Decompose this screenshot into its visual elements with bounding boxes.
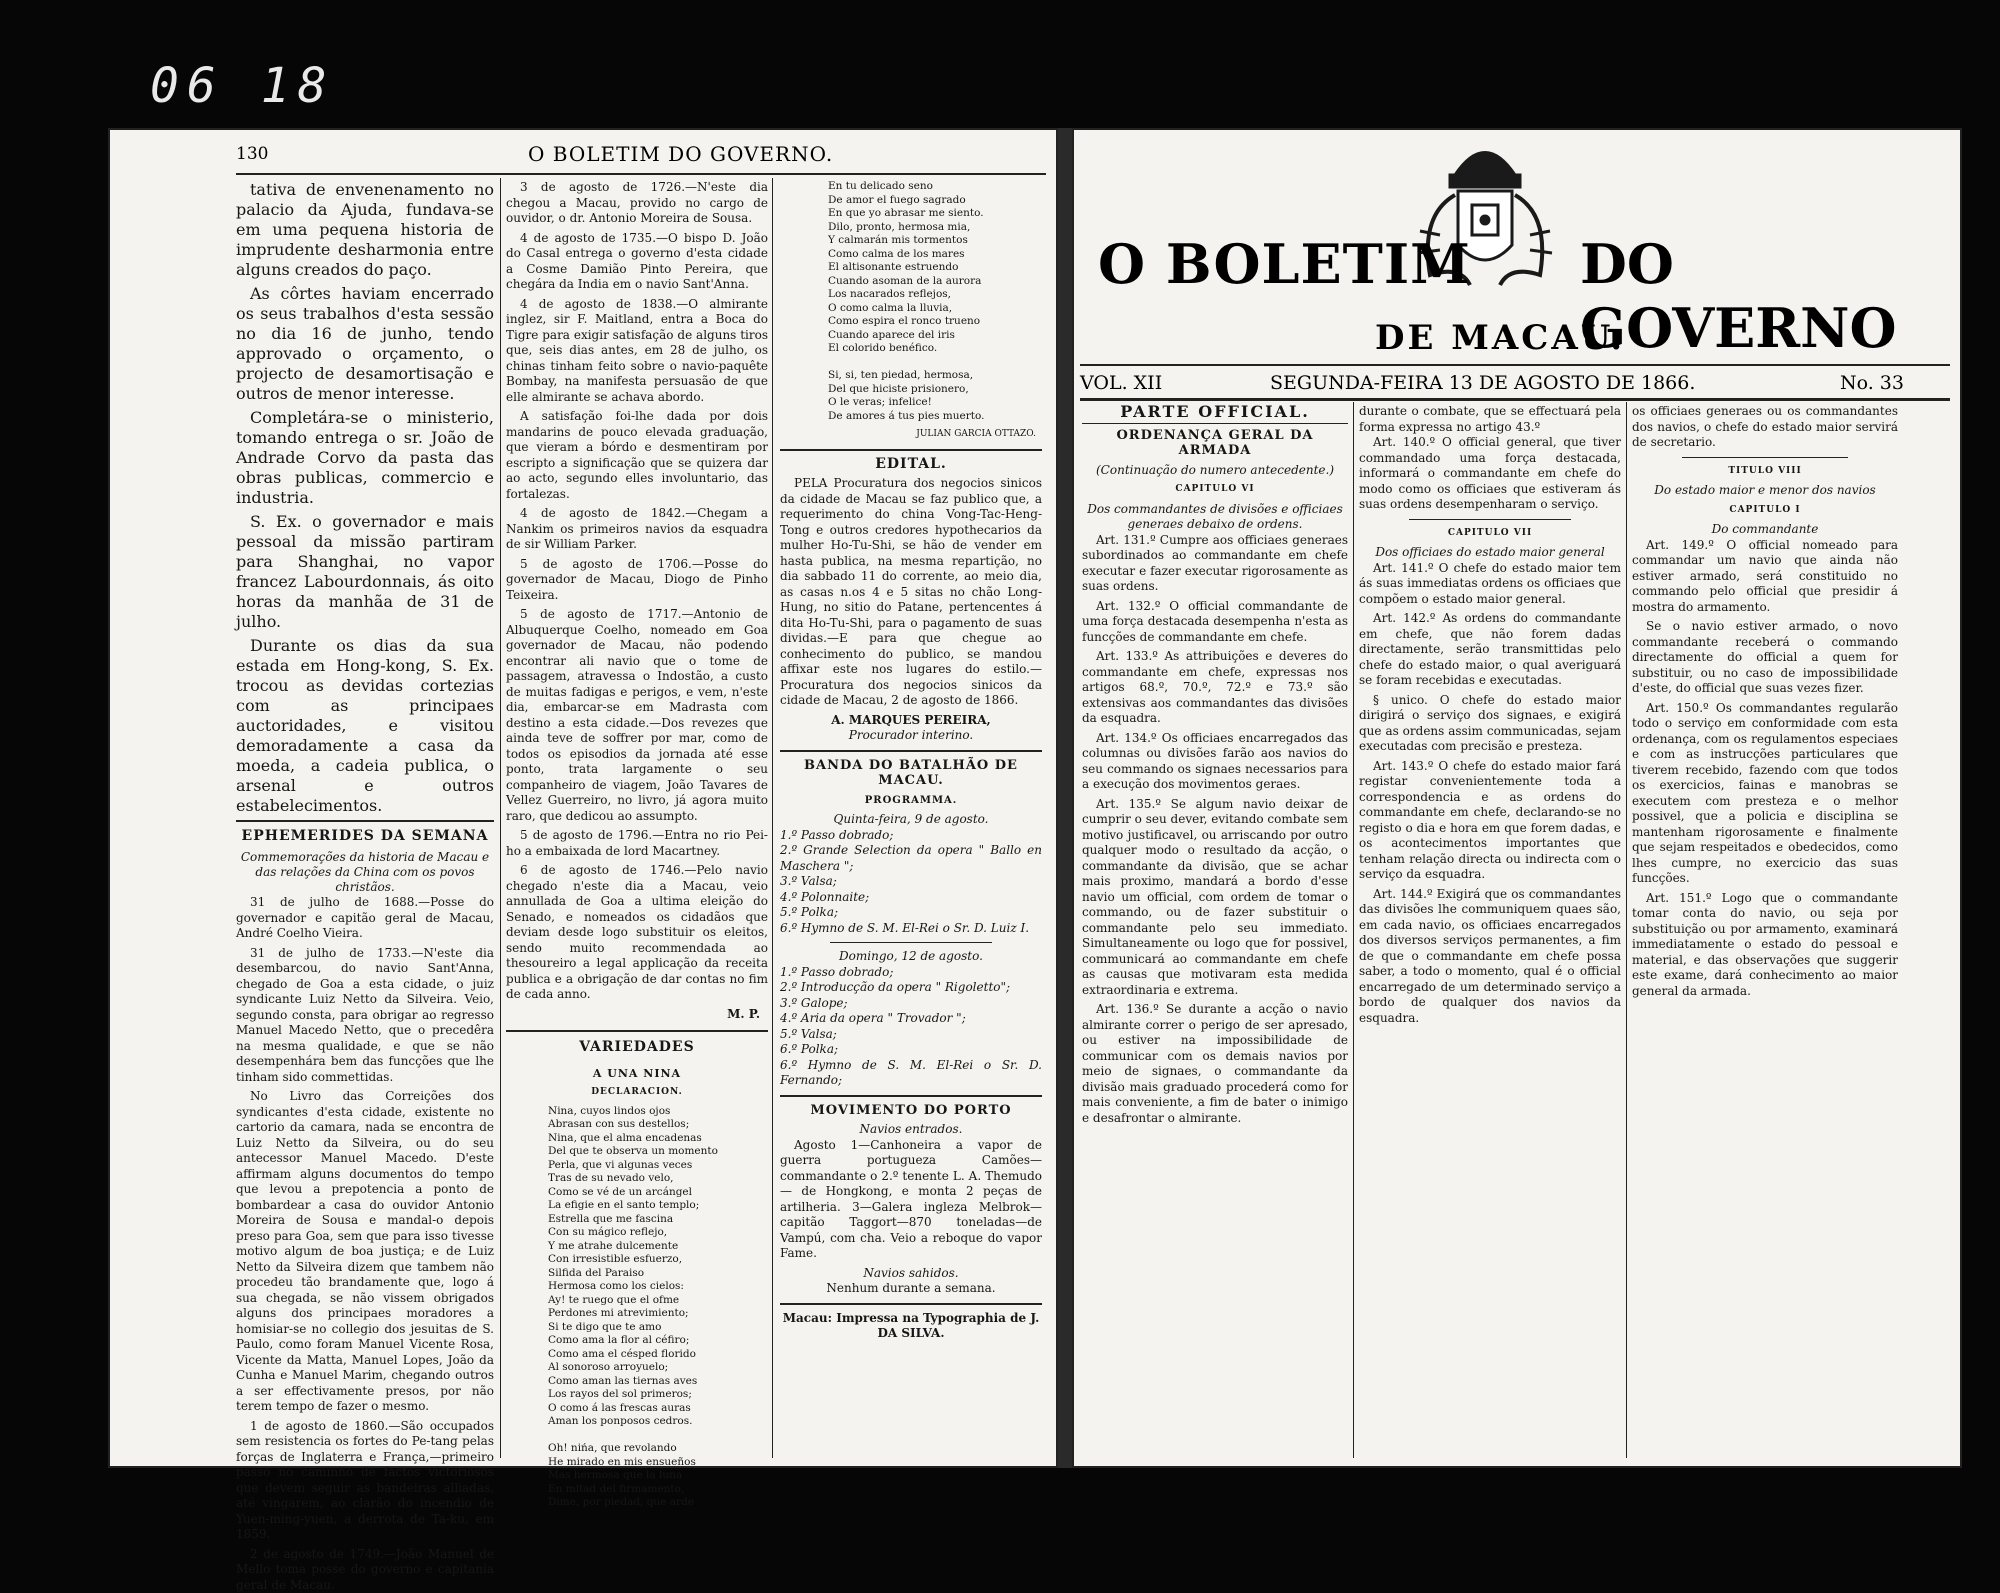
section-rule <box>780 1095 1042 1097</box>
ephemeris-entry: 6 de agosto de 1746.—Pelo navio chegado n'este dia a Macau, veio annullada de Goa a ultima eleição do Senado, e nomeados os cidadãos que deviam desde logo substituir os eleitos, sendo muito recommendada ao thesoureiro a legal applicação da receita publica e a obrigação de dar contas no fim de cada anno. <box>506 863 768 1003</box>
right-column-c <box>1632 404 1898 1454</box>
column-rule <box>1353 402 1354 1458</box>
article-paragraph: Art. 140.º O official general, que tiver commandado uma força destacada, informará o commandante em chefe do modo como os officiaes que estiveram ás suas ordens desempenharam o serviço. <box>1359 435 1621 513</box>
news-paragraph: As côrtes haviam encerrado os seus trabalhos d'esta sessão no dia 16 de junho, tendo approvado o orçamento, o projecto de desamortisação e outros de menor interesse. <box>236 284 494 404</box>
programme-item: 6.º Polka; <box>780 1042 1042 1058</box>
news-paragraph: Durante os dias da sua estada em Hong-kong, S. Ex. trocou as devidas cortezias com as principaes auctoridades, e visitou demoradamente a casa da moeda, a cadeia publica, o arsenal e outros estabelecimentos. <box>236 636 494 816</box>
left-column-2 <box>506 180 768 1460</box>
page-gutter <box>1058 128 1072 1468</box>
article-paragraph: Art. 134.º Os officiaes encarregados das columnas ou divisões farão aos navios do seu commando os signaes necessarios para a execução dos movimentos geraes. <box>1082 731 1348 793</box>
news-paragraph: Completára-se o ministerio, tomando entrega o sr. João de Andrade Corvo da pasta das obras publicas, commercio e industria. <box>236 408 494 508</box>
article-paragraph: Art. 142.º As ordens do commandante em chefe, que não forem dadas directamente, serão transmittidas pelo chefe do estado maior, o qual averiguará se foram recebidas e executadas. <box>1359 611 1621 689</box>
continued-text: os officiaes generaes ou os commandantes dos navios, o chefe do estado maior servirá de secretario. <box>1632 404 1898 451</box>
issue-rule <box>1080 398 1950 401</box>
poem-line: El colorido benéfico. <box>828 342 1042 356</box>
header-rule <box>236 173 1046 175</box>
poem-line: Y calmarán mis tormentos <box>828 234 1042 248</box>
ephemerides-subtitle: Commemorações da historia de Macau e das relações da China com os povos christãos. <box>236 850 494 895</box>
poem-line: O como á las frescas auras <box>548 1402 768 1416</box>
signature: M. P. <box>506 1007 760 1023</box>
poem-line: Como espira el ronco trueno <box>828 315 1042 329</box>
poem-line: Como calma de los mares <box>828 248 1042 262</box>
poem-text <box>506 1105 768 1510</box>
sahidos-label: Navios sahidos. <box>780 1266 1042 1282</box>
masthead-rule <box>1080 364 1950 366</box>
parte-official-title: PARTE OFFICIAL. <box>1082 404 1348 420</box>
banda-title: BANDA DO BATALHÃO DE MACAU. <box>780 758 1042 789</box>
poem-line: Los rayos del sol primeros; <box>548 1388 768 1402</box>
section-rule <box>1082 423 1348 424</box>
programme-item: 1.º Passo dobrado; <box>780 828 1042 844</box>
article-paragraph: Art. 151.º Logo que o commandante tomar conta do navio, ou seja por substituição ou por armamento, examinará immediatamente o estado do pessoal e material, e das observações que suggerir este exame, dará conhecimento ao maior general da armada. <box>1632 891 1898 1000</box>
news-paragraph: S. Ex. o governador e mais pessoal da missão partiram para Shanghai, no vapor francez Labourdonnais, ás oito horas da manhãa de 31 de julho. <box>236 512 494 632</box>
poem-line: He mirado en mis ensueños <box>548 1456 768 1470</box>
poem-line: Como aman las tiernas aves <box>548 1375 768 1389</box>
ephemeris-entry: 31 de julho de 1733.—N'este dia desembarcou, do navio Sant'Anna, chegado de Goa a esta cidade, o juiz syndicante Luiz Netto da Silveira. Veio, segundo consta, para obrigar ao regresso Manuel Macedo Netto, que o precedêra na mesma qualidade, e que se não desempenhára bem das funcções que lhe tinham sido commettidas. <box>236 946 494 1086</box>
poem-line <box>828 356 1042 370</box>
running-head <box>128 140 1048 170</box>
poem-line: Al sonoroso arroyuelo; <box>548 1361 768 1375</box>
chapter-title: Do commandante <box>1632 522 1898 538</box>
programme-item: 1.º Passo dobrado; <box>780 965 1042 981</box>
running-title: O BOLETIM DO GOVERNO. <box>528 142 833 166</box>
poem-line: Y me atrahe dulcemente <box>548 1240 768 1254</box>
ordenanca-subtitle: (Continuação do numero antecedente.) <box>1082 463 1348 479</box>
chapter-label: CAPITULO I <box>1632 503 1898 519</box>
article-paragraph: Art. 135.º Se algum navio deixar de cumprir o seu dever, evitando combate sem motivo justificavel, ou arriscando por outro qualquer modo o resultado da acção, o commandante da divisão, que se achar mais proximo, mandará a bordo d'esse navio um official, com ordem de tomar o commando, ou de fazer substituir o commandante pelo seu immediato. Simultaneamente ou logo que for possivel, communicará ao commandante em chefe as causas que motivaram esta medida extraordinaria e extrema. <box>1082 797 1348 999</box>
poem-line <box>548 1429 768 1443</box>
article-paragraph: Art. 149.º O official nomeado para commandar um navio que ainda não estiver armado, será constituido no commando pelo official que presidir á mostra do armamento. <box>1632 538 1898 616</box>
column-rule <box>772 178 773 1458</box>
article-paragraph: Art. 131.º Cumpre aos officiaes generaes subordinados ao commandante em chefe executar e fazer executar rigorosamente as suas ordens. <box>1082 533 1348 595</box>
edital-title: EDITAL. <box>780 457 1042 473</box>
masthead-title-right: DO GOVERNO <box>1580 232 2000 360</box>
poem-line: O le veras; infelice! <box>828 396 1042 410</box>
masthead-subtitle: DE MACAU. <box>1375 318 1625 358</box>
ephemeris-entry: 31 de julho de 1688.—Posse do governador e capitão geral de Macau, André Coelho Vieira. <box>236 895 494 942</box>
section-rule <box>780 1303 1042 1305</box>
poem-line: La efigie en el santo templo; <box>548 1199 768 1213</box>
programme-item: 4.º Polonnaite; <box>780 890 1042 906</box>
poem-line: En mitad del firmamento, <box>548 1483 768 1497</box>
programme-item: 2.º Grande Selection da opera " Ballo en Maschera "; <box>780 843 1042 874</box>
ephemeris-entry: 4 de agosto de 1842.—Chegam a Nankim os primeiros navios da esquadra de sir William Parker. <box>506 506 768 553</box>
film-reel-number: 06 18 <box>150 58 335 114</box>
poem-line: Cuando asoman de la aurora <box>828 275 1042 289</box>
poem-line: Hermosa como los cielos: <box>548 1280 768 1294</box>
ephemeris-entry: 5 de agosto de 1796.—Entra no rio Pei-ho a embaixada de lord Macartney. <box>506 828 768 859</box>
poem-line: Como ama el césped florido <box>548 1348 768 1362</box>
poem-line: Perla, que vi algunas veces <box>548 1159 768 1173</box>
programme-day-1-items <box>780 828 1042 937</box>
articles-before <box>1359 435 1621 513</box>
poem-line: Mas hermosa que la luna <box>548 1469 768 1483</box>
column-rule <box>500 178 501 1458</box>
ephemeris-entry: 2 de agosto de 1749.—João Manuel de Mello toma posse do governo e capitania geral de Macau. <box>236 1547 494 1593</box>
ephemeris-entry: 5 de agosto de 1717.—Antonio de Albuquerque Coelho, nomeado em Goa governador de Macau, não podendo encontrar ali navio que o tome de passagem, atravessa o Indostão, a custo de muitas fadigas e perigos, e vem, n'este dia, embarcar-se em Madrasta com destino a esta cidade.—Dos revezes que ainda teve de soffrer por mar, como de todos os episodios da jornada até esse ponto, trata largamente o seu companheiro de viagem, João Tavares de Vellez Guerreiro, no livro, já agora muito raro, que dedicou ao assumpto. <box>506 607 768 824</box>
poem-line: Perdones mi atrevimiento; <box>548 1307 768 1321</box>
ephemeris-entry: 4 de agosto de 1838.—O almirante inglez, sir F. Maitland, entra a Boca do Tigre para exigir satisfação de alguns tiros que, seis dias antes, em 28 de julho, os chinas tinham feito sobre o navio-paquête Bombay, na manifesta persuasão de que elle almirante se achava abordo. <box>506 297 768 406</box>
programme-day-2: Domingo, 12 de agosto. <box>780 949 1042 965</box>
volume: VOL. XII <box>1080 372 1162 394</box>
section-rule <box>236 820 494 822</box>
poem-line: Aman los ponposos cedros. <box>548 1415 768 1429</box>
article-paragraph: Art. 132.º O official commandante de uma força destacada desempenha n'esta as funcções de commandante em chefe. <box>1082 599 1348 646</box>
poem-line: Ay! te ruego que el ofme <box>548 1294 768 1308</box>
poem-line: Como se vé de un arcángel <box>548 1186 768 1200</box>
article-paragraph: Art. 133.º As attribuições e deveres do commandante em chefe, expressas nos artigos 68.º, 70.º, 72.º e 73.º são extensivas aos commandantes das divisões da esquadra. <box>1082 649 1348 727</box>
issue-number: No. 33 <box>1840 372 1904 394</box>
sahidos-text: Nenhum durante a semana. <box>780 1281 1042 1297</box>
poem-line: De amor el fuego sagrado <box>828 194 1042 208</box>
poem-line: Nina, cuyos lindos ojos <box>548 1105 768 1119</box>
ephemeris-entry: 3 de agosto de 1726.—N'este dia chegou a Macau, provido no cargo de ouvidor, o dr. Antonio Moreira de Sousa. <box>506 180 768 227</box>
left-column-3 <box>780 180 1042 1460</box>
column-rule <box>1626 402 1627 1458</box>
ephemeris-entry: 1 de agosto de 1860.—São occupados sem resistencia os fortes do Pe-tang pelas forças de Inglaterra e França,—primeiro passo no caminho de factos victoriosos que devem seguir as bandeiras alliadas, até vingarem, ao clarão do incendio de Yuen-ming-yuen, a derrota de Ta-ku, em 1859. <box>236 1419 494 1543</box>
poem-line: Dime, por piedad, que arde <box>548 1496 768 1510</box>
news-paragraphs <box>236 180 494 816</box>
ephemeris-entry: 4 de agosto de 1735.—O bispo D. João do Casal entrega o governo d'esta cidade a Cosme Damião Pinto Pereira, que chegára da India em o navio Sant'Anna. <box>506 231 768 293</box>
programme-item: 3.º Galope; <box>780 996 1042 1012</box>
articles-list <box>1632 538 1898 1000</box>
poem-subtitle: DECLARACION. <box>506 1085 768 1101</box>
divider <box>1409 519 1571 520</box>
programme-item: 3.º Valsa; <box>780 874 1042 890</box>
programme-item: 4.º Aria da opera " Trovador "; <box>780 1011 1042 1027</box>
article-paragraph: Art. 144.º Exigirá que os commandantes das divisões lhe communiquem quaes são, em cada navio, os officiaes encarregados dos diversos serviços permanentes, a fim de que o commandante em chefe possa saber, a todo o momento, qual é o official encarregado de um determinado serviço a bordo de qualquer dos navios da esquadra. <box>1359 887 1621 1027</box>
poem-line: Abrasan con sus destellos; <box>548 1118 768 1132</box>
articles-list <box>1359 561 1621 1027</box>
edital-text: PELA Procuratura dos negocios sinicos da cidade de Macau se faz publico que, a requerimento do china Vong-Tac-Heng-Tong e outros credores hypothecarios da mulher Ho-Tu-Shi, se hão de vender em hasta publica, na mesma repartição, no dia sabbado 11 do corrente, ao meio dia, as casas n.os 4 e 5 sitas no chão Long-Hung, no sitio do Patane, pertencentes á dita Ho-Tu-Shi, para o pagamento de suas dividas.—E para que chegue ao conhecimento do publico, se mandou affixar este nos lugares do estilo.—Procuratura dos negocios sinicos da cidade de Macau, 2 de agosto de 1866. <box>780 476 1042 709</box>
poem-line: Tras de su nevado velo, <box>548 1172 768 1186</box>
section-rule <box>780 449 1042 451</box>
programme-item: 5.º Polka; <box>780 905 1042 921</box>
poem-continued <box>780 180 1042 423</box>
poem-line: Estrella que me fascina <box>548 1213 768 1227</box>
article-paragraph: Se o navio estiver armado, o novo commandante receberá o commando directamente do official a quem for substituir, ou no caso de impossibilidade d'este, do official que suas vezes fizer. <box>1632 619 1898 697</box>
section-rule <box>506 1030 768 1032</box>
entrados-label: Navios entrados. <box>780 1122 1042 1138</box>
right-column-b <box>1359 404 1621 1454</box>
chapter-title: Dos officiaes do estado maior general <box>1359 545 1621 561</box>
imprint: Macau: Impressa na Typographia de J. DA SILVA. <box>780 1311 1042 1342</box>
ephemerides-list <box>236 895 494 1593</box>
poem-line: De amores á tus pies muerto. <box>828 410 1042 424</box>
poem-title: A UNA NINA <box>506 1066 768 1082</box>
poem-line: Cuando aparece del iris <box>828 329 1042 343</box>
article-paragraph: Art. 150.º Os commandantes regularão todo o serviço em conformidade com esta ordenança, com os regulamentos especiaes e com as instrucções particulares que tiverem recebido, fazendo com que todos os exercicios, fainas e manobras se executem com presteza e o melhor possivel, que a policia e disciplina se mantenham rigorosamente e finalmente que sejam respeitados e obedecidos, como lhes cumpre, no exercicio das suas funcções. <box>1632 701 1898 887</box>
poem-line: El altisonante estruendo <box>828 261 1042 275</box>
poem-line: Del que te observa un momento <box>548 1145 768 1159</box>
article-paragraph: Art. 143.º O chefe do estado maior fará registar convenientemente toda a correspondencia e as ordens do commandante em chefe, declarando-se no registo o dia e hora em que forem dadas, e os acontecimentos importantes que tenham relação directa ou indirecta com o serviço da esquadra. <box>1359 759 1621 883</box>
programme-day-2-items <box>780 965 1042 1089</box>
programme-item: 2.º Introducção da opera " Rigoletto"; <box>780 980 1042 996</box>
poem-author: JULIAN GARCIA OTTAZO. <box>780 427 1036 443</box>
poem-line: En tu delicado seno <box>828 180 1042 194</box>
poem-line: Dilo, pronto, hermosa mia, <box>828 221 1042 235</box>
poem-line: Si te digo que te amo <box>548 1321 768 1335</box>
article-paragraph: Art. 136.º Se durante a acção o navio almirante correr o perigo de ser apresado, ou estiver na impossibilidade de communicar com os demais navios por meio de signaes, o commandante da divisão mais graduado procederá como for mais conveniente, a fim de bater o inimigo e desafrontar o almirante. <box>1082 1002 1348 1126</box>
titulo-title: Do estado maior e menor dos navios <box>1632 483 1898 499</box>
poem-line: Si, si, ten piedad, hermosa, <box>828 369 1042 383</box>
poem-line: Con irresistible esfuerzo, <box>548 1253 768 1267</box>
ordenanca-title: ORDENANÇA GERAL DA ARMADA <box>1082 428 1348 459</box>
right-column-a <box>1082 404 1348 1454</box>
programme-item: 6.º Hymno de S. M. El-Rei o Sr. D. Fernando; <box>780 1058 1042 1089</box>
chapter-title: Dos commandantes de divisões e officiaes generaes debaixo de ordens. <box>1082 502 1348 533</box>
poem-line: En que yo abrasar me siento. <box>828 207 1042 221</box>
ephemerides-title: EPHEMERIDES DA SEMANA <box>236 826 494 846</box>
poem-line: Del que hiciste prisionero, <box>828 383 1042 397</box>
poem-line: Los nacarados reflejos, <box>828 288 1042 302</box>
titulo-label: TITULO VIII <box>1632 464 1898 480</box>
news-paragraph: tativa de envenenamento no palacio da Ajuda, fundava-se em uma pequena historia de imprudente desharmonia entre alguns creados do paço. <box>236 180 494 280</box>
poem-line: O como calma la lluvia, <box>828 302 1042 316</box>
chapter-label: CAPITULO VI <box>1082 482 1348 498</box>
programme-item: 5.º Valsa; <box>780 1027 1042 1043</box>
issue-line <box>1080 370 1950 396</box>
programma-label: PROGRAMMA. <box>780 793 1042 809</box>
article-paragraph: § unico. O chefe do estado maior dirigirá o serviço dos signaes, e exigirá que as ordens assim communicadas, sejam executadas com precisão e presteza. <box>1359 693 1621 755</box>
article-paragraph: Art. 141.º O chefe do estado maior tem ás suas immediatas ordens os officiaes que compõem o estado maior general. <box>1359 561 1621 608</box>
ephemeris-entry: 5 de agosto de 1706.—Posse do governador de Macau, Diogo de Pinho Teixeira. <box>506 557 768 604</box>
issue-date: SEGUNDA-FEIRA 13 DE AGOSTO DE 1866. <box>1270 372 1695 394</box>
poem-line: Silfida del Paraiso <box>548 1267 768 1281</box>
poem-line: Nina, que el alma encadenas <box>548 1132 768 1146</box>
continued-text: durante o combate, que se effectuará pela forma expressa no artigo 43.º <box>1359 404 1621 435</box>
poem-line: Con su mágico reflejo, <box>548 1226 768 1240</box>
programme-item: 6.º Hymno de S. M. El-Rei o Sr. D. Luiz I. <box>780 921 1042 937</box>
movimento-title: MOVIMENTO DO PORTO <box>780 1103 1042 1119</box>
ephemeris-entry: A satisfação foi-lhe dada por dois mandarins de pouco elevada graduação, que vieram a bórdo e desmentiram por escripto a significação que se quizera dar ao acto, segundo elles involuntario, das fortalezas. <box>506 409 768 502</box>
chapter-label: CAPITULO VII <box>1359 526 1621 542</box>
poem-line: Como ama la flor al céfiro; <box>548 1334 768 1348</box>
ephemerides-continued <box>506 180 768 1003</box>
programme-day-1: Quinta-feira, 9 de agosto. <box>780 812 1042 828</box>
edital-signer: A. MARQUES PEREIRA, <box>780 713 1042 729</box>
masthead-title-left: O BOLETIM <box>1098 232 1471 296</box>
divider <box>1682 457 1848 458</box>
entrados-text: Agosto 1—Canhoneira a vapor de guerra portugueza Camões—commandante o 2.º tenente L. A. Themudo— de Hongkong, e monta 2 peças de artilheria. 3—Galera ingleza Melbrok—capitão Taggort—870 toneladas—de Vampú, com cha. Veio a reboque do vapor Fame. <box>780 1138 1042 1262</box>
poem-line: Oh! nińa, que revolando <box>548 1442 768 1456</box>
divider <box>830 942 992 943</box>
page-number: 130 <box>236 144 268 164</box>
variedades-title: VARIEDADES <box>506 1040 768 1056</box>
section-rule <box>780 750 1042 752</box>
ephemeris-entry: No Livro das Correições dos syndicantes d'esta cidade, existente no cartorio da camara, nada se encontra de Luiz Netto da Silveira, ou do seu antecessor Manuel Macedo. D'este affirmam alguns documentos do tempo que levou a prepotencia a ponto de bombardear a casa do ouvidor Antonio Moreira de Sousa e mandal-o depois preso para Goa, sem que para isso tivesse motivo algum de boa justiça; e de Luiz Netto da Silveira dizem que tambem não procedeu tão brandamente que, logo á sua chegada, se não vissem obrigados alguns dos principaes moradores a homisiar-se no collegio dos jesuitas de S. Paulo, como foram Manuel Vicente Rosa, Vicente da Matta, Manuel Lopes, João da Cunha e Manuel Marim, chegando outros a ser effectivamente presos, por não terem tempo de fazer o mesmo. <box>236 1089 494 1415</box>
articles-list <box>1082 533 1348 1127</box>
left-column-1 <box>236 180 494 1460</box>
edital-signer-title: Procurador interino. <box>780 728 1042 744</box>
